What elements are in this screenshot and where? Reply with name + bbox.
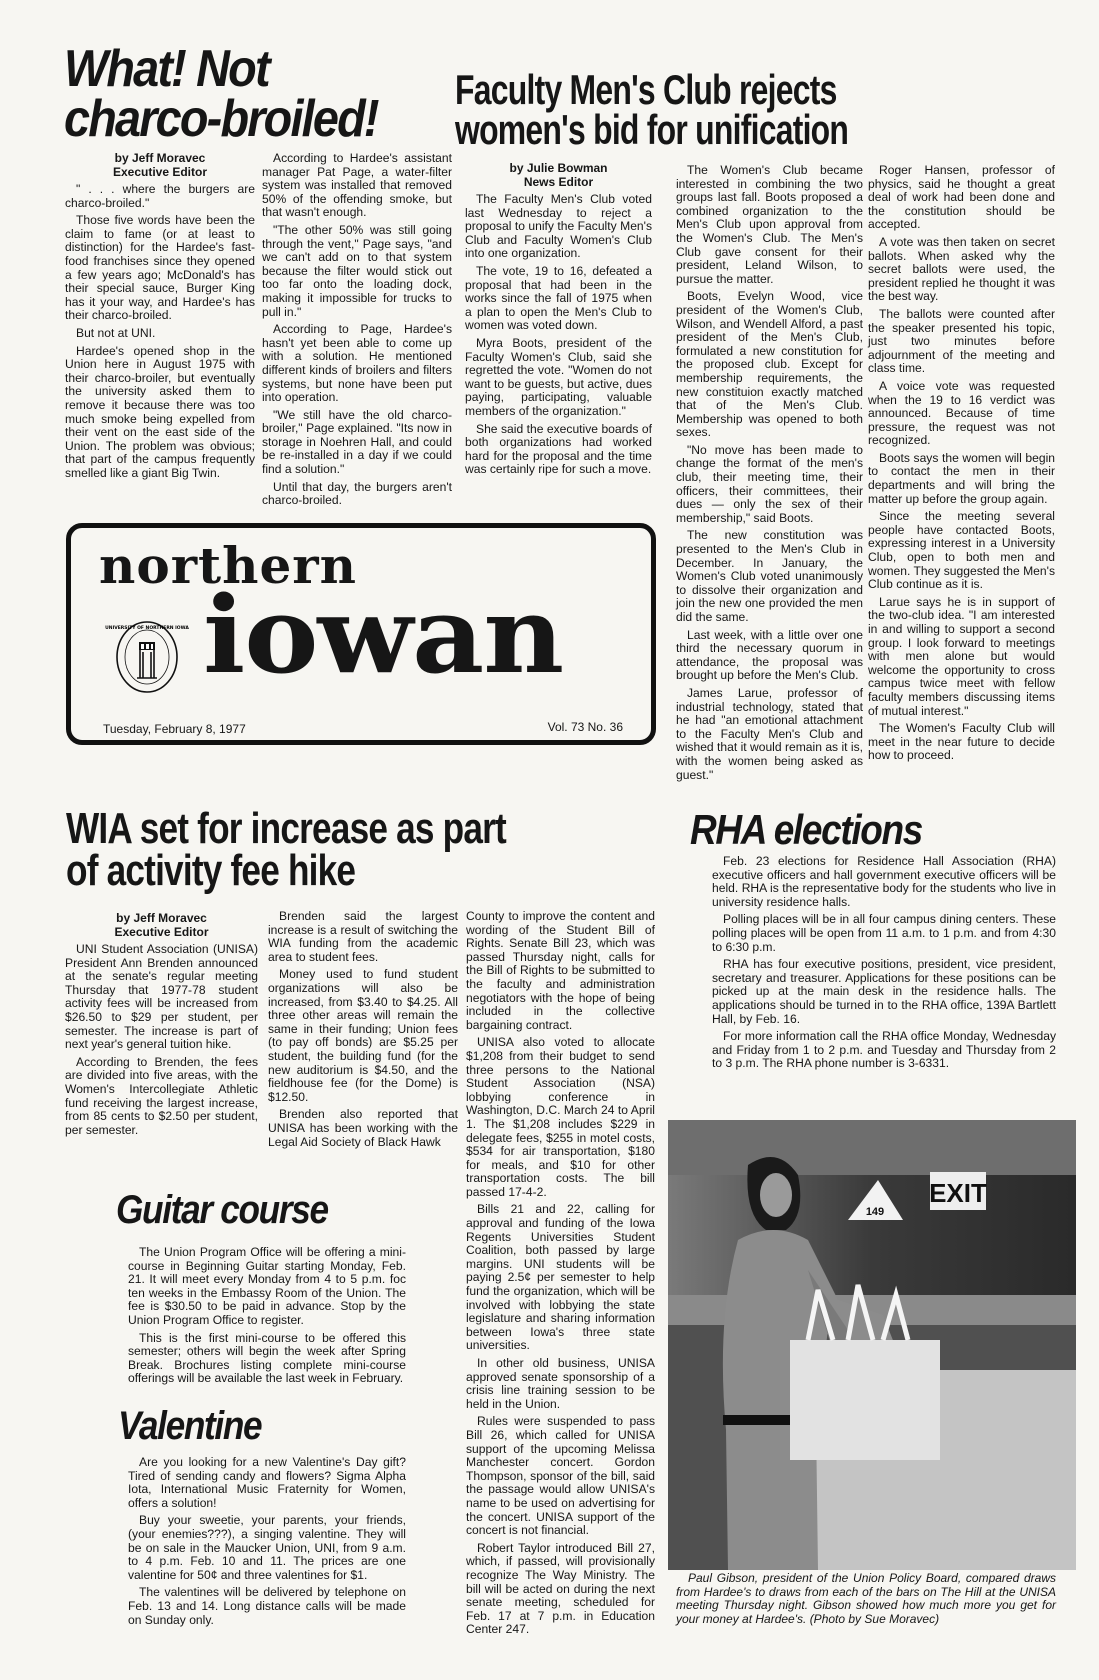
valentine-body	[128, 1456, 406, 1631]
hardees-headline	[64, 40, 378, 148]
faculty-column-3	[868, 164, 1055, 767]
paragraph: Last week, with a little over one third the necessary quorum in attendance, the proposal was brought up before the Men's Club.	[676, 627, 863, 683]
paragraph: According to Hardee's assistant manager Pat Page, a water-filter system was installed that removed 50% of the offending smoke, but that wasn't enough.	[262, 151, 452, 220]
paragraph: The new constitution was presented to the Men's Club in December. In January, the Women's Club voted unanimously to dissolve their organization and join the new one provided the men did the same.	[676, 528, 863, 624]
paragraph-list	[868, 164, 1055, 763]
hardees-column-2	[262, 152, 452, 512]
paragraph: In other old business, UNISA approved senate sponsorship of a crisis line training session to be held in the Union.	[466, 1356, 655, 1411]
wia-column-2	[268, 910, 458, 1153]
paragraph: "No move has been made to change the format of the men's club, their meeting time, their officers, their committees, their dues — only the sex of their membership," said Boots.	[676, 442, 863, 525]
paragraph-list	[262, 152, 452, 508]
issue-date: Tuesday, February 8, 1977	[103, 722, 246, 736]
paragraph: Brenden said the largest increase is a result of switching the WIA funding from the academic area to student fees.	[268, 909, 458, 964]
ballot-card-number: 149	[865, 1206, 885, 1218]
paragraph-list	[465, 193, 652, 477]
paragraph: Brenden also reported that UNISA has been working with the Legal Aid Society of Black Hawk	[268, 1107, 458, 1149]
paragraph: Until that day, the burgers aren't charco-broiled.	[262, 479, 452, 508]
paragraph-list	[65, 943, 258, 1137]
paragraph-list	[676, 164, 863, 782]
paragraph: "We still have the old charco-broiler," Page explained. "Its now in storage in Noehren Hall, and could be re-installed in a day if we could find a solution."	[262, 407, 452, 477]
headline-line: WIA set for increase as part	[66, 804, 506, 853]
paragraph: James Larue, professor of industrial technology, stated that he had "an emotional attachment to the Faculty Men's Club and wished that it would remain as it is, with the women being asked as guest."	[676, 685, 863, 782]
headline-line: charco-broiled!	[64, 90, 378, 148]
guitar-body	[128, 1246, 406, 1390]
paragraph: The valentines will be delivered by telephone on Feb. 13 and 14. Long distance calls will be made on Sunday only.	[128, 1585, 406, 1627]
paragraph: Bills 21 and 22, calling for approval and funding of the Iowa Regents Universities Student Coalition, both passed by large margins. UNI students will be paying 2.5¢ per semester to help fund the organization, which will be involved with lobbying the state legislature and sharing information between Iowa's three state universities.	[466, 1202, 655, 1353]
paragraph: But not at UNI.	[76, 325, 156, 340]
paragraph: The Women's Club became interested in combining the two groups last fall. Boots proposed a combined organization to the Men's Club upon approval from the Women's Club. The Men's Club gave consent for their president, Leland Wilson, to pursue the matter.	[676, 163, 863, 286]
wia-headline	[66, 804, 506, 895]
headline-line: of activity fee hike	[66, 846, 356, 895]
issue-volume: Vol. 73 No. 36	[547, 720, 623, 734]
paragraph: The vote, 19 to 16, defeated a proposal that had been in the works since the fall of 1975 when a plan to open the Men's Club to women was voted down.	[465, 263, 652, 333]
university-seal-icon	[105, 620, 189, 694]
paragraph: For more information call the RHA office Monday, Wednesday and Friday from 1 to 2 p.m. and Tuesday and Thursday from 2 to 3 p.m. The RHA phone number is 3-6331.	[712, 1029, 1056, 1071]
guitar-headline: Guitar course	[116, 1188, 328, 1232]
headline-line: Faculty Men's Club rejects	[455, 66, 837, 113]
faculty-column-1	[465, 162, 652, 481]
paragraph: Are you looking for a new Valentine's Day gift? Tired of sending candy and flowers? Sigma Alpha Iota, International Music Fraternity for Women, offers a solution!	[128, 1455, 406, 1510]
byline: by Julie Bowman News Editor	[509, 161, 608, 189]
paragraph: Roger Hansen, professor of physics, said he thought a great deal of work had been done and the constitution should be accepted.	[868, 163, 1055, 232]
paragraph: Larue says he is in support of the two-club idea. "I am interested in and willing to support a second group. I look forward to meetings with men alone but would welcome the opportunity to cross campus twice meet with fellow faculty members discussing items of mutual interest."	[868, 594, 1055, 718]
paragraph: Myra Boots, president of the Faculty Women's Club, said she regretted the vote. "Women do not want to be guests, but active, dues paying, participating, valuable members of the organization."	[465, 335, 652, 418]
photo-caption: Paul Gibson, president of the Union Policy Board, compared draws from Hardee's to draws from each of the bars on The Hill at the UNISA meeting Thursday night. Gibson showed how much more you get for your money at Hardee's. (Photo by Sue Moravec)	[676, 1571, 1056, 1626]
paragraph: UNI Student Association (UNISA) President Ann Brenden announced at the senate's regular meeting Thursday that 1977-78 student activity fees will be increased from $26.50 to $29 per student, per semester. The increase is part of next year's general tuition hike.	[65, 942, 258, 1052]
paragraph-list	[268, 910, 458, 1149]
paragraph: Buy your sweetie, your parents, your friends, (your enemies???), a singing valentine. They will be on sale in the Maucker Union, UNI, from 9 a.m. to 4 p.m. Feb. 10 and 11. The prices are one valentine for 50¢ and three valentines for $1.	[128, 1513, 406, 1582]
paragraph: The Faculty Men's Club voted last Wednesday to reject a proposal to unify the Faculty Men's Club and Faculty Women's Club into one organization.	[465, 192, 652, 261]
paragraph: Boots, Evelyn Wood, vice president of the Women's Club, Wilson, and Wendell Alford, a past president of the Men's Club, formulated a new constitution for the proposed club. Except for membership requirements, the new constituion exactly matched that of the Men's Club. Membership was opened to both sexes.	[676, 289, 863, 440]
paragraph-list	[65, 183, 255, 480]
paragraph: Those five words have been the claim to fame (or at least to distinction) for the Hardee's fast-food franchises since they opened a few years ago; McDonald's has their special sauce, Burger King has it your way, and Hardee's has their charco-broiled.	[65, 213, 255, 323]
paragraph: This is the first mini-course to be offered this semester; others will begin the week after Spring Break. Brochures listing complete mini-course offerings will be available the last week in February.	[128, 1330, 406, 1386]
paragraph: Polling places will be in all four campus dining centers. These polling places will be open from 11 a.m. to 1 p.m. and from 4:30 to 6:30 p.m.	[712, 912, 1056, 954]
paragraph: The Women's Faculty Club will meet in the near future to decide how to proceed.	[868, 721, 1055, 763]
paragraph: Boots says the women will begin to contact the men in their departments and will bring the matter up before the group again.	[868, 450, 1055, 506]
paragraph: "The other 50% was still going through the vent," Page says, "and we can't add on to that system because the filter would stick out too far onto the loading dock, making it impossible for trucks to pull in."	[262, 222, 452, 319]
paragraph: The Union Program Office will be offering a mini-course in Beginning Guitar starting Monday, Feb. 21. It will meet every Monday from 4 to 5 p.m. foc ten weeks in the Embassy Room of the Union. The fee is $30.50 to be paid in advance. Stop by the Union Program Office to register.	[128, 1245, 406, 1327]
byline: by Jeff Moravec Executive Editor	[114, 911, 209, 939]
masthead-name-iowan: iowan	[203, 572, 564, 697]
paragraph: A voice vote was requested when the 19 to 16 verdict was announced. Because of time pressure, the request was not recognized.	[868, 378, 1055, 448]
news-photo	[668, 1120, 1076, 1570]
rha-headline: RHA elections	[690, 806, 923, 853]
masthead-name-northern: northern	[99, 536, 357, 595]
masthead	[66, 523, 656, 745]
paragraph: County to improve the content and wording of the Student Bill of Rights. Senate Bill 23, which was passed Thursday night, calls for the Bill of Rights to be submitted to the faculty and administration negotiators with the hope of being included in the collective bargaining contract.	[466, 909, 655, 1032]
paragraph: Since the meeting several people have contacted Boots, expressing interest in a University Club, open to both men and women. They suggested the Men's Club continue as it is.	[868, 509, 1055, 592]
paragraph-list	[128, 1456, 406, 1627]
paragraph: UNISA also voted to allocate $1,208 from their budget to send three persons to the National Student Association (NSA) lobbying conference in Washington, D.C. March 24 to April 1. The $1,208 includes $229 in delegate fees, $255 in motel costs, $534 for air transportation, $180 for meals, and $10 for other transportation costs. The bill passed 17-4-2.	[466, 1035, 655, 1199]
paragraph-list	[128, 1246, 406, 1386]
paragraph: According to Brenden, the fees are divided into five areas, with the Women's Intercollegiate Athletic fund receiving the largest increase, from 85 cents to $2.50 per student, per semester.	[65, 1054, 258, 1137]
headline-line: women's bid for unification	[455, 106, 849, 153]
rha-body	[712, 855, 1056, 1075]
paragraph: Robert Taylor introduced Bill 27, which, if passed, will provisionally recognize The Way Ministry. The bill will be acted on during the next senate meeting, scheduled for Feb. 17 at 7 p.m. in Education Center 247.	[466, 1540, 655, 1637]
faculty-headline	[455, 66, 849, 153]
paragraph: Rules were suspended to pass Bill 26, which called for UNISA support of the upcoming Melissa Manchester concert. Gordon Thompson, sponsor of the bill, said the passage would allow UNISA's name to be used on advertising for the concert. UNISA support of the concert is not financial.	[466, 1414, 655, 1538]
paragraph: She said the executive boards of both organizations had worked hard for the proposal and the time was certainly ripe for such a move.	[465, 421, 652, 477]
paragraph: " . . . where the burgers are charco-broiled."	[65, 182, 255, 210]
paragraph: RHA has four executive positions, president, vice president, secretary and treasurer. Applications for these positions can be picked up at the main desk in the residence halls. The applications should be turned in to the RHA office, 139A Bartlett Hall, by Feb. 16.	[712, 957, 1056, 1026]
byline: by Jeff Moravec Executive Editor	[112, 151, 208, 179]
svg-text:UNIVERSITY OF NORTHERN IOWA: UNIVERSITY OF NORTHERN IOWA	[105, 626, 189, 631]
faculty-column-2	[676, 164, 863, 786]
wia-column-3	[466, 910, 655, 1641]
paragraph: Feb. 23 elections for Residence Hall Association (RHA) executive officers and hall government executive officers will be held. RHA is the representative body for the students who live in university residence halls.	[712, 854, 1056, 909]
paragraph-list	[466, 1036, 655, 1637]
exit-sign: EXIT	[929, 1178, 987, 1208]
wia-column-1	[65, 912, 258, 1141]
paragraph: Money used to fund student organizations will also be increased, from $3.40 to $4.25. All three other areas will remain the same in their funding; Union fees (to pay off bonds) are $5.25 per student, the building fund (for the new auditorium is $4.50, and the fieldhouse fee (for the Dome) is $12.50.	[268, 967, 458, 1104]
headline-line: What! Not	[64, 40, 269, 98]
paragraph: Hardee's opened shop in the Union here in August 1975 with their charco-broiler, but eventually the university asked them to remove it because there was too much smoke being expelled from their vent on the east side of the Union. The problem was obvious; that part of the campus frequently smelled like a giant Big Twin.	[65, 343, 255, 480]
paragraph-list	[712, 855, 1056, 1071]
paragraph: According to Page, Hardee's hasn't yet been able to come up with a solution. He mentioned different kinds of broilers and filters systems, but none have been put into operation.	[262, 322, 452, 405]
hardees-column-1	[65, 152, 255, 484]
paragraph: The ballots were counted after the speaker presented his topic, just two minutes before adjournment of the meeting and class time.	[868, 306, 1055, 376]
valentine-headline: Valentine	[118, 1404, 262, 1448]
paragraph: A vote was then taken on secret ballots. When asked why the secret ballots were used, the president replied he thought it was the best way.	[868, 234, 1055, 304]
